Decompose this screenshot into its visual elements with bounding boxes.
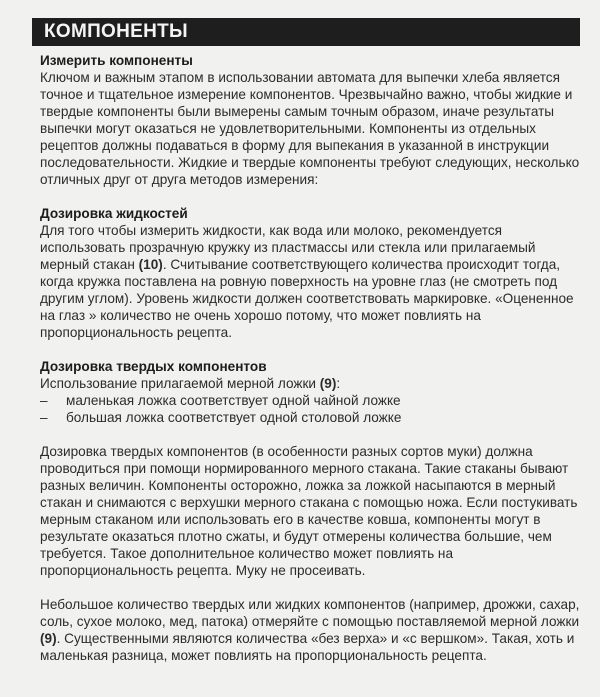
- section-header-bar: [32, 18, 580, 46]
- solids-heading: Дозировка твердых компонентов: [40, 359, 267, 374]
- list-item: [40, 409, 580, 426]
- spoon-list: [40, 392, 580, 426]
- small-quantities-paragraph: [40, 596, 580, 664]
- spacer: [40, 188, 580, 205]
- page-title: КОМПОНЕНТЫ: [44, 21, 188, 42]
- measuring-spoon-ref: (9): [319, 376, 337, 391]
- list-item: [40, 392, 580, 409]
- spacer: [40, 579, 580, 596]
- list-item-text: маленькая ложка соответствует одной чайной ложке: [66, 393, 401, 408]
- small-quantities-end: . Существенными являются количества «без верха» и «с вершком». Такая, хоть и маленькая разница, может повлиять на пропорциональность рецепта.: [40, 631, 575, 663]
- solids-intro: [40, 375, 580, 392]
- spacer: [40, 426, 580, 443]
- measuring-cup-ref: (10): [138, 257, 163, 272]
- liquids-text-start: Для того чтобы измерить жидкости, как вода или молоко, рекомендуется использовать прозрачную кружку из пластмассы или стекла или прилагаемый мерный стакан: [40, 223, 536, 272]
- liquids-heading: Дозировка жидкостей: [40, 206, 188, 221]
- list-dash: –: [40, 410, 48, 425]
- measure-paragraph: Ключом и важным этапом в использовании автомата для выпечки хлеба является точное и тщательное измерение компонентов. Чрезвычайно важно, чтобы жидкие и твердые компоненты были вымерены самым точным образом, иначе результаты выпечки могут оказаться не удовлетворительными. Компоненты из отдельных рецептов должны подаваться в форму для выпекания в указанной в инструкции последовательности. Жидкие и твердые компоненты требуют следующих, несколько отличных друг от друга методов измерения:: [40, 70, 580, 187]
- page-content: [40, 52, 580, 664]
- list-item-text: большая ложка соответствует одной столовой ложке: [66, 410, 402, 425]
- measure-heading: Измерить компоненты: [40, 53, 193, 68]
- solids-intro-start: Использование прилагаемой мерной ложки: [40, 376, 320, 391]
- list-dash: –: [40, 393, 48, 408]
- solids-paragraph: Дозировка твердых компонентов (в особенности разных сортов муки) должна проводиться при помощи нормированного мерного стакана. Такие стаканы бывают разных величин. Компоненты осторожно, ложка за ложкой насыпаются в мерный стакан и снимаются с верхушки мерного стакана с помощью ножа. Если постукивать мерным стаканом или использовать его в качестве ковша, компоненты могут в результате оказаться плотно сжаты, и будут отмерены количества большие, чем требуется. Такое дополнительное количество может повлиять на пропорциональность рецепта. Муку не просеивать.: [40, 444, 578, 578]
- small-quantities-start: Небольшое количество твердых или жидких компонентов (например, дрожжи, сахар, соль, сухое молоко, мед, патока) отмеряйте с помощью поставляемой мерной ложки: [40, 597, 580, 629]
- liquids-text-end: . Считывание соответствующего количества происходит тогда, когда кружка поставлена на ровную поверхность на уровне глаз (не смотреть под другим углом). Уровень жидкости должен соответствовать маркировке. «Оцененное на глаз » количество не очень хорошо потому, что может повлиять на пропорциональность рецепта.: [40, 257, 574, 340]
- solids-intro-end: :: [336, 376, 341, 391]
- spacer: [40, 341, 580, 358]
- measuring-spoon-ref-2: (9): [40, 631, 57, 646]
- liquids-paragraph: [40, 222, 580, 341]
